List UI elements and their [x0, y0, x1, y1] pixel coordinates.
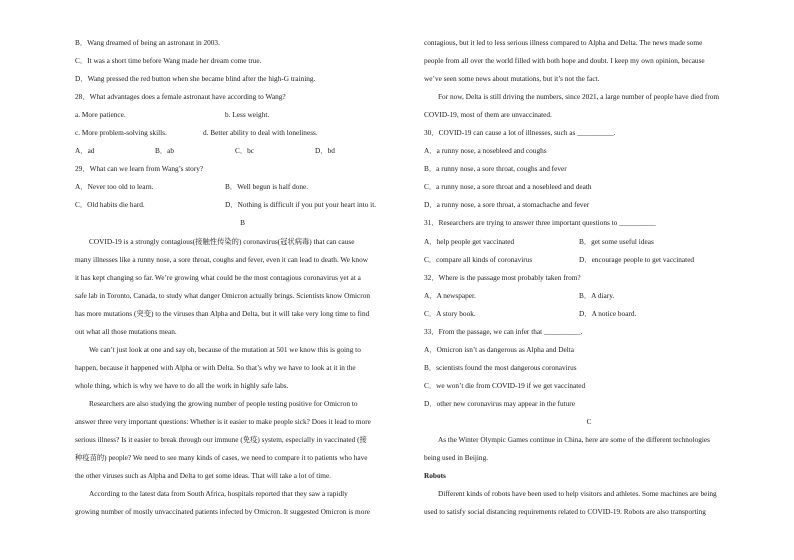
- passage-b-p4-line: According to the latest data from South Africa, hospitals reported that they saw a rapidly: [89, 489, 348, 499]
- q30-option-a: A．a runny nose, a nosebleed and coughs: [424, 146, 547, 156]
- q27-option-c: C．It was a short time before Wang made her dream come true.: [75, 56, 262, 66]
- passage-b-p3-line: 种疫苗的) people? We need to see many kinds of cases, we need to compare it to patients who have: [75, 453, 368, 463]
- passage-c-p1-line: As the Winter Olympic Games continue in China, here are some of the different technologies: [438, 435, 710, 445]
- passage-b-p2-line: whole thing, which is why we have to do all the work in highly safe labs.: [75, 380, 289, 390]
- q31-option-d: D．encourage people to get vaccinated: [579, 254, 695, 264]
- section-b-heading: B: [240, 218, 245, 228]
- passage-c-p1-line: being used in Beijing.: [424, 453, 489, 463]
- passage-b-p1-line: out what all those mutations mean.: [75, 326, 177, 336]
- q28-items-ab: [75, 106, 410, 124]
- q33-option-c: C．we won’t die from COVID-19 if we get vaccinated: [424, 380, 586, 390]
- q32-question: 32．Where is the passage most probably taken from?: [424, 272, 581, 282]
- q31-options-cd: [424, 251, 754, 269]
- q32-option-b: B．A diary.: [579, 290, 615, 300]
- passage-b-p3-line: Researchers are also studying the growing number of people testing positive for Omicron to: [89, 398, 358, 408]
- passage-b-p4-line: contagious, but it led to less serious illness compared to Alpha and Delta. The news made some: [424, 38, 703, 47]
- q32-options-ab: [424, 287, 754, 305]
- q29-options-ab: [75, 178, 410, 196]
- q29-option-d: D．Nothing is difficult if you put your heart into it.: [225, 200, 377, 210]
- q28-question: 28．What advantages does a female astronaut have according to Wang?: [75, 92, 286, 102]
- q28-items-cd: [75, 124, 410, 142]
- robots-heading: Robots: [424, 471, 446, 481]
- q27-option-b: B．Wang dreamed of being an astronaut in 2003.: [75, 38, 220, 47]
- q31-option-c: C．compare all kinds of coronavirus: [424, 254, 533, 264]
- passage-b-p1-line: COVID-19 is a strongly contagious(接触性传染的) coronavirus(冠状病毒) that can cause: [89, 236, 355, 246]
- passage-c-p2-line: used to satisfy social distancing requirements related to COVID-19. Robots are also transporting: [424, 507, 706, 517]
- passage-b-p3-line: the other viruses such as Alpha and Delta to get some ideas. That will take a lot of time.: [75, 471, 332, 481]
- passage-b-p1-line: it has kept changing so far. We’re growing what could be the most contagious coronavirus yet at a: [75, 272, 361, 282]
- passage-b-p4-line: growing number of mostly unvaccinated patients infected by Omicron. It suggested Omicron is more: [75, 507, 371, 517]
- q33-option-a: A．Omicron isn’t as dangerous as Alpha and Delta: [424, 344, 575, 354]
- q31-option-a: A．help people get vaccinated: [424, 236, 515, 246]
- q28-item-a: a. More patience.: [75, 110, 126, 120]
- right-column: [424, 34, 754, 521]
- q28-item-b: b. Less weight.: [225, 110, 270, 120]
- q28-option-d: D．bd: [315, 146, 335, 156]
- left-column: [75, 34, 410, 521]
- q28-options: [75, 142, 410, 160]
- q29-option-a: A．Never too old to learn.: [75, 182, 154, 192]
- q28-option-a: A．ad: [75, 146, 95, 156]
- section-c-heading: C: [586, 416, 592, 426]
- passage-b-p5-line: For now, Delta is still driving the numbers, since 2021, a large number of people have died from: [438, 92, 720, 102]
- q27-option-d: D．Wang pressed the red button when she became blind after the high-G training.: [75, 74, 316, 84]
- q28-item-c: c. More problem-solving skills.: [75, 128, 167, 138]
- q33-question: 33．From the passage, we can infer that __________.: [424, 326, 583, 336]
- q33-option-d: D．other new coronavirus may appear in the future: [424, 398, 575, 408]
- q28-item-d: d. Better ability to deal with loneliness.: [203, 128, 318, 138]
- q30-option-b: B．a runny nose, a sore throat, coughs and fever: [424, 164, 567, 174]
- q32-option-d: D．A notice board.: [579, 308, 637, 318]
- passage-b-p4-line: people from all over the world filled with both hope and doubt. I keep my own opinion, because: [424, 56, 705, 66]
- q29-option-b: B．Well begun is half done.: [225, 182, 309, 192]
- q32-option-a: A．A newspaper.: [424, 290, 476, 300]
- q29-option-c: C．Old habits die hard.: [75, 200, 145, 210]
- q28-option-c: C．bc: [235, 146, 255, 156]
- q30-question: 30．COVID-19 can cause a lot of illnesses, such as __________.: [424, 128, 616, 138]
- q31-options-ab: [424, 233, 754, 251]
- passage-b-p3-line: serious illness? Is it easier to break through our immune (免疫) system, especially in vaccinated (接: [75, 435, 367, 445]
- q28-option-b: B．ab: [155, 146, 175, 156]
- passage-b-p1-line: many illnesses like a runny nose, a sore throat, coughs and fever, even it can lead to death. We know: [75, 254, 369, 264]
- q31-question: 31．Researchers are trying to answer three important questions to __________: [424, 218, 656, 228]
- q32-options-cd: [424, 305, 754, 323]
- q30-option-c: C．a runny nose, a sore throat and a nosebleed and death: [424, 182, 592, 192]
- passage-b-p2-line: happen, because it happened with Alpha or with Delta. So that’s why we have to look at it in the: [75, 362, 356, 372]
- q31-option-b: B．get some useful ideas: [579, 236, 654, 246]
- q32-option-c: C．A story book.: [424, 308, 476, 318]
- passage-b-p1-line: safe lab in Toronto, Canada, to study what danger Omicron actually brings. Scientists know Omicron: [75, 290, 371, 300]
- q29-options-cd: [75, 196, 410, 214]
- passage-b-p2-line: We can’t just look at one and say oh, because of the mutation at 501 we know this is going to: [89, 344, 361, 354]
- q33-option-b: B．scientists found the most dangerous coronavirus: [424, 362, 577, 372]
- passage-b-p1-line: has more mutations (突变) to the viruses than Alpha and Delta, but it will take very long time to find: [75, 308, 370, 318]
- passage-b-p5-line: COVID-19, most of them are unvaccinated.: [424, 110, 552, 120]
- passage-b-p4-line: we’ve seen some news about mutations, but it’s not the fact.: [424, 74, 600, 84]
- q29-question: 29．What can we learn from Wang’s story?: [75, 164, 204, 174]
- q30-option-d: D．a runny nose, a sore throat, a stomachache and fever: [424, 200, 590, 210]
- passage-c-p2-line: Different kinds of robots have been used to help visitors and athletes. Some machines are being: [438, 489, 717, 499]
- passage-b-p3-line: answer three very important questions: Whether is it easier to make people sick? Does it lead to more: [75, 416, 371, 426]
